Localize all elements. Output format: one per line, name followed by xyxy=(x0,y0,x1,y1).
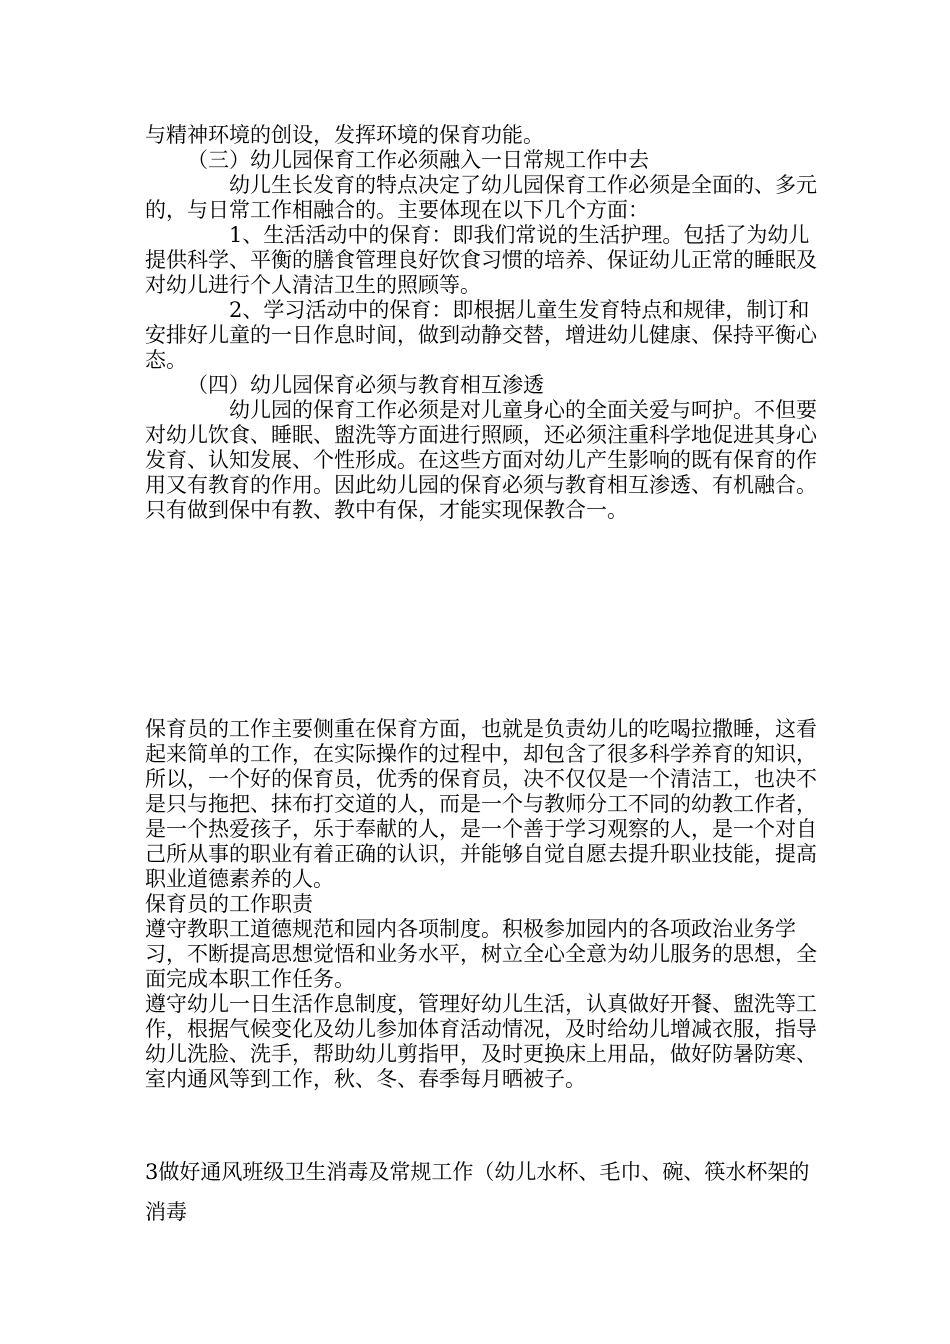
top-section xyxy=(145,123,825,523)
paragraph-life-activities: 1、生活活动中的保育：即我们常说的生活护理。包括了为幼儿提供科学、平衡的膳食管理良好饮食习惯的培养、保证幼儿正常的睡眠及对幼儿进行个人清洁卫生的照顾等。 xyxy=(145,223,817,297)
paragraph-learning-activities: 2、学习活动中的保育：即根据儿童生发育特点和规律，制订和安排好儿童的一日作息时间，做到动静交替，增进幼儿健康、保持平衡心态。 xyxy=(145,298,817,372)
heading-section-four: （四）幼儿园保育必须与教育相互渗透 xyxy=(187,373,544,397)
paragraph-duty-daily-life: 遵守幼儿一日生活作息制度，管理好幼儿生活，认真做好开餐、盥洗等工作，根据气候变化及幼儿参加体育活动情况，及时给幼儿增减衣服，指导幼儿洗脸、洗手，帮助幼儿剪指甲，及时更换床上用品，做好防暑防寒、室内通风等到工作，秋、冬、春季每月晒被子。 xyxy=(145,992,817,1091)
paragraph-environment: 与精神环境的创设，发挥环境的保育功能。 xyxy=(145,123,544,147)
paragraph-caregiver-role: 保育员的工作主要侧重在保育方面，也就是负责幼儿的吃喝拉撒睡，这看起来简单的工作，在实际操作的过程中，却包含了很多科学养育的知识，所以，一个好的保育员，优秀的保育员，决不仅仅是一个清洁工，也决不是只与拖把、抹布打交道的人，而是一个与教师分工不同的幼教工作者，是一个热爱孩子，乐于奉献的人，是一个善于学习观察的人，是一个对自己所从事的职业有着正确的认识，并能够自觉自愿去提升职业技能，提高职业道德素养的人。 xyxy=(145,717,817,891)
heading-section-three: （三）幼儿园保育工作必须融入一日常规工作中去 xyxy=(187,148,649,172)
paragraph-duty-rules: 遵守教职工道德规范和园内各项制度。积极参加园内的各项政治业务学习，不断提高思想觉悟和业务水平，树立全心全意为幼儿服务的思想，全面完成本职工作任务。 xyxy=(145,917,817,991)
paragraph-growth-characteristics: 幼儿生长发育的特点决定了幼儿园保育工作必须是全面的、多元的，与日常工作相融合的。主要体现在以下几个方面： xyxy=(145,173,817,222)
paragraph-care-and-education: 幼儿园的保育工作必须是对儿童身心的全面关爱与呵护。不但要对幼儿饮食、睡眠、盥洗等方面进行照顾，还必须注重科学地促进其身心发育、认知发展、个性形成。在这些方面对幼儿产生影响的既有保育的作用又有教育的作用。因此幼儿园的保育必须与教育相互渗透、有机融合。只有做到保中有教、教中有保，才能实现保教合一。 xyxy=(145,398,817,522)
bottom-section xyxy=(145,717,825,1092)
paragraph-duty-disinfection: 3做好通风班级卫生消毒及常规工作（幼儿水杯、毛巾、碗、筷水杯架的消毒 xyxy=(145,1160,810,1224)
bottom-item-three xyxy=(145,1152,825,1232)
heading-caregiver-duties: 保育员的工作职责 xyxy=(145,892,313,916)
